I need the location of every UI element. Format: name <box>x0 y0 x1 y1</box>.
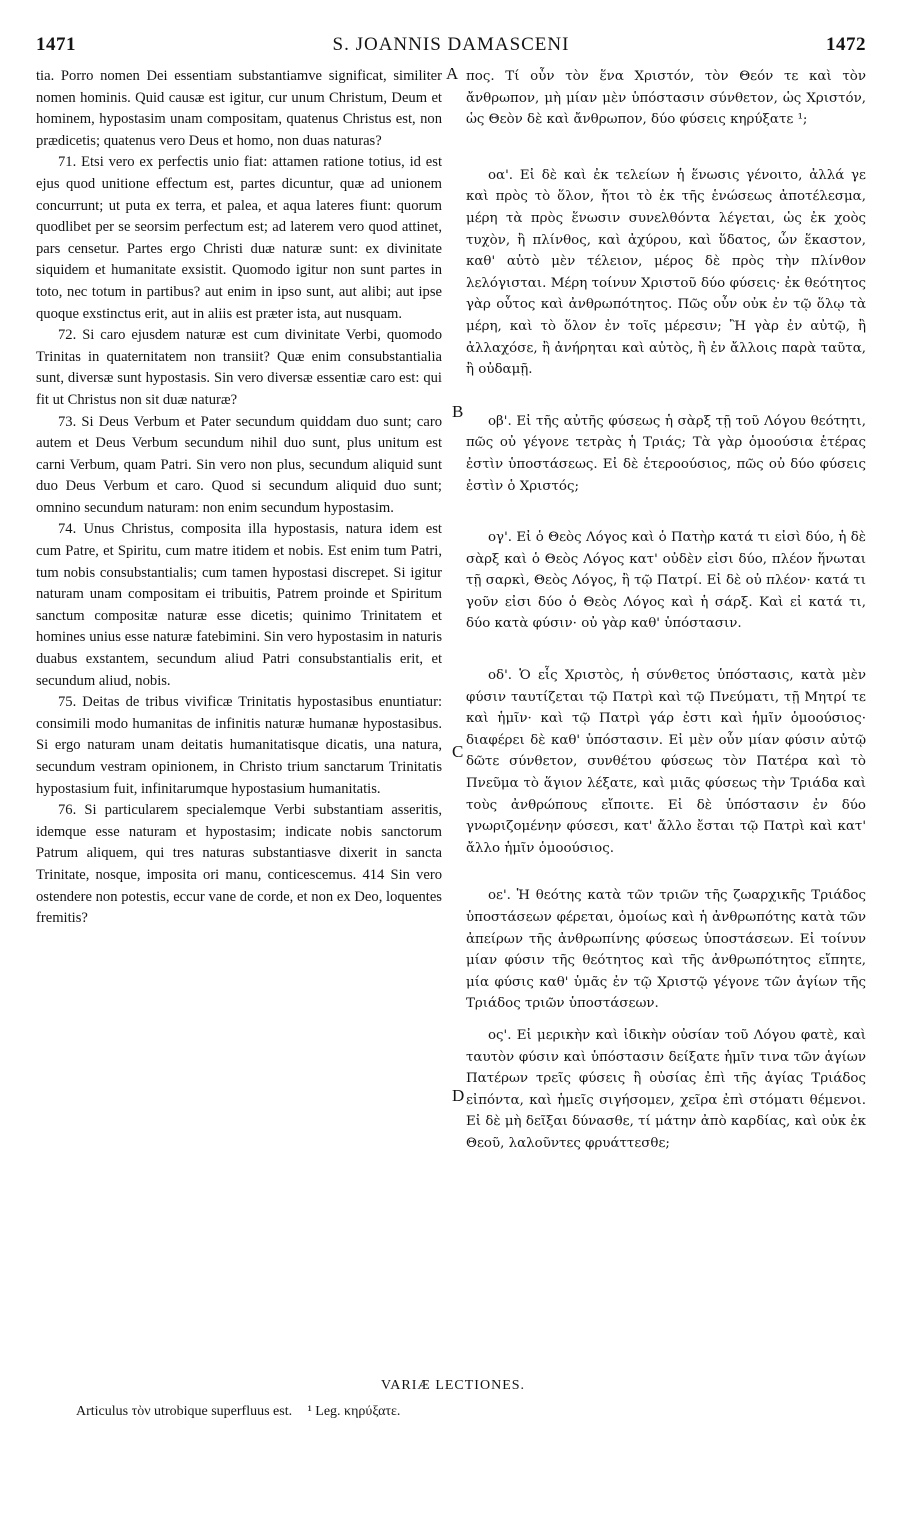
greek-paragraph: ος'. Εἰ μερικὴν καὶ ἰδικὴν οὐσίαν τοῦ Λόγου φατὲ, καὶ ταυτὸν φύσιν καὶ ὑπόστασιν δείξατε ἡμῖν τινα τῶν ἁγίων Πατέρων τρεῖς φύσεις ἢ οὐσίας ἐπὶ τῆς ἁγίας Τριάδος εἰπόντα, καὶ ἡμεῖς σιγήσομεν, χεῖρα ἐπὶ στόματι θέμενοι. Εἰ δὲ μὴ δεῖξαι δύνασθε, τί μάτην ἀπὸ καρδίας, καὶ οὐκ ἐκ Θεοῦ, λαλοῦντες φρυάττεσθε; <box>466 1027 866 1151</box>
left-column-number: 1471 <box>36 34 76 55</box>
latin-paragraph: 74. Unus Christus, composita illa hypostasis, natura idem est cum Patre, et Spiritu, cum matre itidem et nobis. Est enim tum Patri, tum nobis consubstantialis; cum tamen hypostasi discrepet. Si igitur naturam unam compositam ei tribuitis, Patrem proinde et Spiritum sanctum compositæ naturæ esse dicetis; quinimo Trinitatem et homines unius esse naturæ fatebimini. Sin vero hypostasim in naturis duabus exstantem, secundum aliud Patri consubstantialis erit, et secundum aliud, nobis. <box>36 521 442 689</box>
latin-paragraph: 71. Etsi vero ex perfectis unio fiat: attamen ratione totius, id est ejus quod unitione effectum est, partes dicuntur, quæ ad unionem concurrunt; ut puta ex terra, et palea, et aqua lateres fiunt: quorum quodlibet per se seorsim perfectum est; ad laterem vero quod attinet, pars censetur. Partes ergo Christi duæ naturæ sunt: ex divinitate siquidem et humanitate exsistit. Quomodo igitur non sunt partes in toto, nec totum in partibus? aut enim in ipso sunt, aut alibi; aut ipse quoque exstinctus erit, aut in aliis est præter ista, aut nusquam. <box>36 154 442 322</box>
footnotes-title: VARIÆ LECTIONES. <box>380 1378 526 1393</box>
greek-paragraph: οδ'. Ὁ εἷς Χριστὸς, ἡ σύνθετος ὑπόστασις, κατὰ μὲν φύσιν ταυτίζεται τῷ Πατρὶ καὶ τῷ Πνεύματι, τῇ Μητρί τε καὶ ἡμῖν· καὶ τῷ Πατρὶ γάρ ἐστι καὶ ἡμῖν ὁμοούσιος· διαφέρει δὲ καθ' ὑπόστασιν. Εἰ μὲν οὖν μίαν φύσιν αὐτῷ δῶτε σύνθετον, συνθέτου φύσεως τὸν Πατέρα καὶ τὸ Πνεῦμα τὸ ἅγιον λέξατε, καὶ μιᾶς φύσεως τὴν Τριάδα καὶ τοὺς ἀνθρώπους εἴποιτε. Εἰ δὲ ὑπόστασιν ἐν δύο γνωριζομένην φύσεσι, κατ' ἄλλο ἔσται τῷ Πατρὶ καὶ κατ' ἄλλο ἡμῖν ὁμοούσιος. <box>466 668 866 856</box>
latin-paragraph: 75. Deitas de tribus vivificæ Trinitatis hypostasibus enuntiatur: consimili modo humanitas de infinitis naturæ humanæ hypostasibus. Si ergo naturam unam deitatis humanitatisque dicatis, una natura, secundum vestram opinionem, in Christo trium sanctarum Trinitatis hypostasium fuit, infinitarumque hypostasium humanitatis. <box>36 694 442 797</box>
margin-marker-c: C <box>452 742 464 761</box>
right-column-number: 1472 <box>826 34 866 55</box>
latin-paragraph: 73. Si Deus Verbum et Pater secundum quiddam duo sunt; caro autem et Deus Verbum secundum nihil duo sunt, plus unitum est carni Verbum, quam Patri. Sin vero non plus, secundum aliquid sunt duo Deus Verbum et caro. Quod si secundum aliquid duo sunt; omnino secundum naturam: non enim secundum hypostasim. <box>36 413 442 516</box>
footnote-article: Articulus τὸν utrobique superfluus est. <box>76 1404 293 1419</box>
margin-marker-d: D <box>452 1086 465 1105</box>
running-title: S. JOANNIS DAMASCENI <box>332 34 570 55</box>
page-header <box>36 34 866 64</box>
greek-paragraph: πος. Τί οὖν τὸν ἕνα Χριστόν, τὸν Θεόν τε καὶ τὸν ἄνθρωπον, μὴ μίαν μὲν ὑπόστασιν σύνθετον, ὡς Χριστόν, ὡς Θεὸν δὲ καὶ ἄνθρωπον, δύο φύσεις κηρύξατε ¹; <box>466 69 866 128</box>
latin-paragraph: 72. Si caro ejusdem naturæ est cum divinitate Verbi, quomodo Trinitas in quaternitatem non transiit? Quæ enim consubstantialia sunt, diversæ sunt hypostasis. Sin vero diversæ essentiæ caro est: qui fit ut Christus non sit duæ naturæ? <box>36 327 442 408</box>
greek-paragraph: ογ'. Εἰ ὁ Θεὸς Λόγος καὶ ὁ Πατὴρ κατά τι εἰσὶ δύο, ἡ δὲ σὰρξ καὶ ὁ Θεὸς Λόγος κατ' οὐδὲν εἰσι δύο, πλέον ἥνωται τῇ σαρκὶ, Θεὸς Λόγος, ἢ τῷ Πατρί. Εἰ δὲ οὐ πλέον· κατά τι γοῦν εἰσι δύο ὁ Θεὸς Λόγος καὶ ἡ σάρξ. Καὶ εἰ κατά τι, δύο κατὰ φύσιν· οὐ γὰρ καθ' ὑπόστασιν. <box>466 530 866 632</box>
greek-paragraph: οβ'. Εἰ τῆς αὐτῆς φύσεως ἡ σὰρξ τῇ τοῦ Λόγου θεότητι, πῶς οὐ γέγονε τετρὰς ἡ Τριάς; Τὰ γὰρ ὁμοούσια ἑτέρας ἐστὶν ὑποστάσεως. Εἰ δὲ ἑτεροούσιος, πῶς οὐ δύο φύσεις ἐστὶν ὁ Χριστός; <box>466 413 866 494</box>
footnote-1: ¹ Leg. κηρύξατε. <box>307 1404 401 1419</box>
margin-marker-a: A <box>446 64 459 83</box>
greek-paragraph: οε'. Ἡ θεότης κατὰ τῶν τριῶν τῆς ζωαρχικῆς Τριάδος ὑποστάσεων φέρεται, ὁμοίως καὶ ἡ ἀνθρωπότης κατὰ τῶν ἀπείρων τῆς ἀνθρωπίνης φύσεως ὑποστάσεων. Εἰ τοίνυν μίαν φύσιν τῆς θεότητος καὶ τῆς ἀνθρωπότητος εἴπητε, μία φύσις καθ' ὑμᾶς ἐν τῷ Χριστῷ γέγονε τῶν ἁγίων τῆς Τριάδος τριῶν ὑποστάσεων. <box>466 888 866 1012</box>
greek-paragraph: οα'. Εἰ δὲ καὶ ἐκ τελείων ἡ ἕνωσις γένοιτο, ἀλλά γε καὶ πρὸς τὸ ὅλον, ἤτοι τὸ ἐκ τῆς ἑνώσεως ἀποτέλεσμα, μέρη τὰ πρὸς ἕνωσιν συνελθόντα λέγεται, ὡς ἐκ χοὸς τυχὸν, ἢ πλίνθος, καὶ ἀχύρου, καὶ ὕδατος, ὧν ἕκαστον, καθ' αὑτὸ μὲν τέλειον, μέρος δὲ πρὸς τὴν πλίνθον λελόγισται. Μέρη τοίνυν Χριστοῦ δύο φύσεις· ἐκ θεότητος γὰρ οὗτος καὶ ἀνθρωπότητος. Πῶς οὖν οὐκ ἐν τῷ ὅλῳ τὰ μέρη, καὶ τὸ ὅλον ἐν τοῖς μέρεσιν; Ἢ γὰρ ἐν αὐτῷ, ἢ ἀλλαχόσε, ἢ ἀνήρηται καὶ αὐτὸς, ἢ ἐν ἄλλοις παρὰ ταῦτα, ἢ οὐδαμῇ. <box>466 167 866 378</box>
greek-column <box>466 66 866 1155</box>
latin-paragraph: 76. Si particularem specialemque Verbi substantiam asseritis, idemque esse naturam et hypostasim; indicate nobis sanctorum Patrum aliquem, qui tres naturas substantiasve dixerit in sancta Trinitate, nosque, imposita ori manu, conticescemus. 414 Sin vero ostendere non potestis, eccur vane de corde, et non ex Deo, loquentes fremitis? <box>36 802 442 927</box>
margin-marker-b: B <box>452 402 464 421</box>
footnotes-text <box>76 1404 412 1420</box>
latin-paragraph: tia. Porro nomen Dei essentiam substantiamve significat, similiter nomen hominis. Quid causæ est igitur, cur unum Christum, Deum et hominem, hypostasim unam compositam, quatenus Christus est, non prædicetis; quatenus vero Deus et homo, non duas naturas? <box>36 68 442 149</box>
latin-column <box>36 66 442 930</box>
